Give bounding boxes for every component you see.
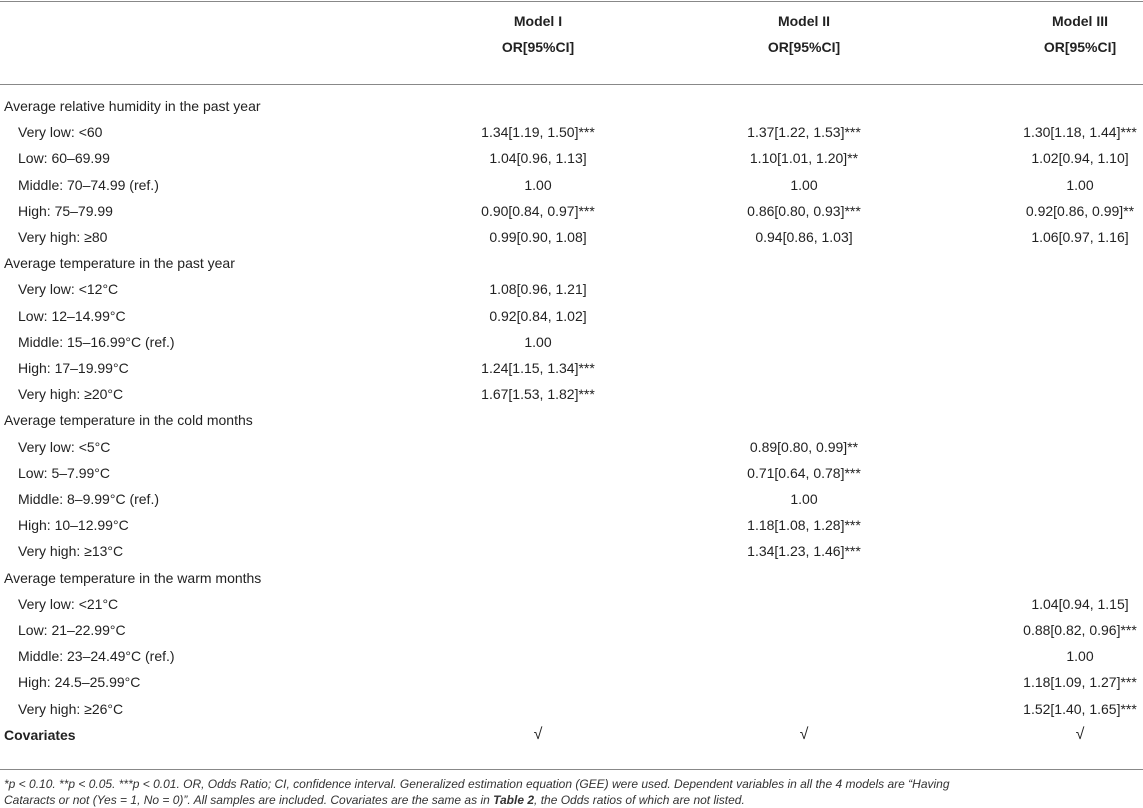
header-model-3-name: Model III <box>1052 13 1108 29</box>
table-row <box>0 591 1143 617</box>
header-model-1-name: Model I <box>513 13 563 29</box>
or-cell-model-3: 0.92[0.86, 0.99]** <box>1025 202 1135 219</box>
header-model-1-sub: OR[95%CI] <box>501 39 575 55</box>
table-row <box>0 145 1143 171</box>
or-cell-model-1: 1.67[1.53, 1.82]*** <box>481 386 595 403</box>
row-label: Low: 60–69.99 <box>18 150 110 167</box>
header-model-3 <box>940 8 1143 84</box>
table-row <box>0 407 1143 433</box>
header-model-2-sub: OR[95%CI] <box>767 39 841 55</box>
row-label: Very high: ≥20°C <box>18 386 124 403</box>
table-footnote <box>4 776 1124 808</box>
row-label: Middle: 8–9.99°C (ref.) <box>18 491 159 507</box>
table-row <box>0 538 1143 564</box>
or-cell-model-3: 1.00 <box>1066 648 1094 665</box>
header-model-3-sub: OR[95%CI] <box>1043 39 1117 55</box>
table-row <box>0 329 1143 355</box>
row-label: Low: 12–14.99°C <box>18 307 126 324</box>
row-label: High: 17–19.99°C <box>18 360 129 376</box>
row-label: Middle: 23–24.49°C (ref.) <box>18 648 175 665</box>
table-row <box>0 486 1143 512</box>
or-cell-model-1: 0.92[0.84, 1.02] <box>489 307 587 324</box>
or-cell-model-1: 0.99[0.90, 1.08] <box>489 229 587 245</box>
or-cell-model-3: 1.02[0.94, 1.10] <box>1031 150 1129 167</box>
row-label: Very high: ≥80 <box>18 229 108 245</box>
table-row <box>0 250 1143 276</box>
row-section-label: Average relative humidity in the past year <box>4 98 261 114</box>
or-cell-model-3: 1.18[1.09, 1.27]*** <box>1023 674 1137 691</box>
or-cell-model-1: 1.24[1.15, 1.34]*** <box>481 360 595 376</box>
footnote-line-2 <box>4 792 1124 808</box>
table-row <box>0 722 1143 748</box>
row-label: High: 10–12.99°C <box>18 517 129 534</box>
footnote-table-ref[interactable]: Table 2 <box>493 793 535 807</box>
covariates-check-model-3: √ <box>1075 725 1085 743</box>
covariates-check-model-1: √ <box>533 725 543 743</box>
or-cell-model-2: 1.10[1.01, 1.20]** <box>749 150 859 167</box>
footnote-line-2-post: , the Odds ratios of which are not listed. <box>534 793 745 807</box>
table-row <box>0 696 1143 722</box>
row-label: Low: 21–22.99°C <box>18 622 126 638</box>
or-cell-model-3: 1.52[1.40, 1.65]*** <box>1023 700 1137 717</box>
table-row <box>0 669 1143 695</box>
or-cell-model-2: 1.18[1.08, 1.28]*** <box>747 517 861 534</box>
or-cell-model-2: 1.00 <box>790 176 818 193</box>
row-label: Very low: <60 <box>18 124 103 141</box>
table-row <box>0 355 1143 381</box>
row-section-label: Average temperature in the past year <box>4 255 235 272</box>
row-section-label: Average temperature in the cold months <box>4 412 253 429</box>
or-cell-model-2: 0.89[0.80, 0.99]** <box>749 438 859 455</box>
row-label: Very low: <5°C <box>18 438 111 455</box>
row-label: Middle: 70–74.99 (ref.) <box>18 176 159 193</box>
row-section-label: Average temperature in the warm months <box>4 569 262 586</box>
or-cell-model-1: 1.00 <box>524 333 552 350</box>
or-cell-model-1: 1.04[0.96, 1.13] <box>489 150 587 167</box>
or-cell-model-2: 0.94[0.86, 1.03] <box>755 229 853 245</box>
row-label: Very low: <12°C <box>18 281 119 298</box>
footnote-line-1: *p < 0.10. **p < 0.05. ***p < 0.01. OR, Odds Ratio; CI, confidence interval. Generalized estimation equation (GEE) were used. Dependent variables in all the 4 models are “Having <box>4 777 950 791</box>
or-cell-model-2: 0.71[0.64, 0.78]*** <box>747 464 861 481</box>
table-row <box>0 119 1143 145</box>
table-row <box>0 512 1143 538</box>
row-label: Very low: <21°C <box>18 595 119 612</box>
footnote-line-2-pre: Cataracts or not (Yes = 1, No = 0)”. All samples are included. Covariates are the same as in <box>4 793 494 807</box>
or-cell-model-3: 1.06[0.97, 1.16] <box>1031 229 1129 245</box>
or-cell-model-1: 1.00 <box>524 176 552 193</box>
or-cell-model-3: 1.04[0.94, 1.15] <box>1031 595 1129 612</box>
table-row <box>0 434 1143 460</box>
table-row <box>0 617 1143 643</box>
table-row <box>0 276 1143 302</box>
table-row <box>0 565 1143 591</box>
or-cell-model-2: 1.37[1.22, 1.53]*** <box>747 124 861 141</box>
header-model-1 <box>398 8 678 84</box>
row-label: Very high: ≥26°C <box>18 700 124 717</box>
row-label: Low: 5–7.99°C <box>18 464 110 481</box>
or-cell-model-3: 1.30[1.18, 1.44]*** <box>1023 124 1137 141</box>
or-cell-model-3: 0.88[0.82, 0.96]*** <box>1023 622 1137 638</box>
or-cell-model-1: 1.08[0.96, 1.21] <box>489 281 587 298</box>
or-cell-model-2: 1.34[1.23, 1.46]*** <box>747 543 861 560</box>
or-cell-model-2: 0.86[0.80, 0.93]*** <box>747 202 861 219</box>
row-label: High: 75–79.99 <box>18 202 113 219</box>
table-row <box>0 224 1143 250</box>
or-cell-model-2: 1.00 <box>790 491 818 507</box>
table-row <box>0 381 1143 407</box>
table-row <box>0 198 1143 224</box>
or-cell-model-1: 0.90[0.84, 0.97]*** <box>481 202 595 219</box>
row-label: High: 24.5–25.99°C <box>18 674 141 691</box>
row-label: Middle: 15–16.99°C (ref.) <box>18 333 175 350</box>
row-label: Very high: ≥13°C <box>18 543 124 560</box>
table-row <box>0 643 1143 669</box>
row-label: Covariates <box>4 726 76 743</box>
header-model-2 <box>664 8 944 84</box>
table-row <box>0 303 1143 329</box>
table-bottom-rule <box>0 769 1143 770</box>
covariates-check-model-2: √ <box>799 725 809 743</box>
or-cell-model-3: 1.00 <box>1066 176 1094 193</box>
table-row <box>0 172 1143 198</box>
table-row <box>0 93 1143 119</box>
header-model-2-name: Model II <box>777 13 831 29</box>
table-row <box>0 460 1143 486</box>
table-top-rule <box>0 1 1143 2</box>
table-header-rule <box>0 84 1143 85</box>
or-cell-model-1: 1.34[1.19, 1.50]*** <box>481 124 595 141</box>
